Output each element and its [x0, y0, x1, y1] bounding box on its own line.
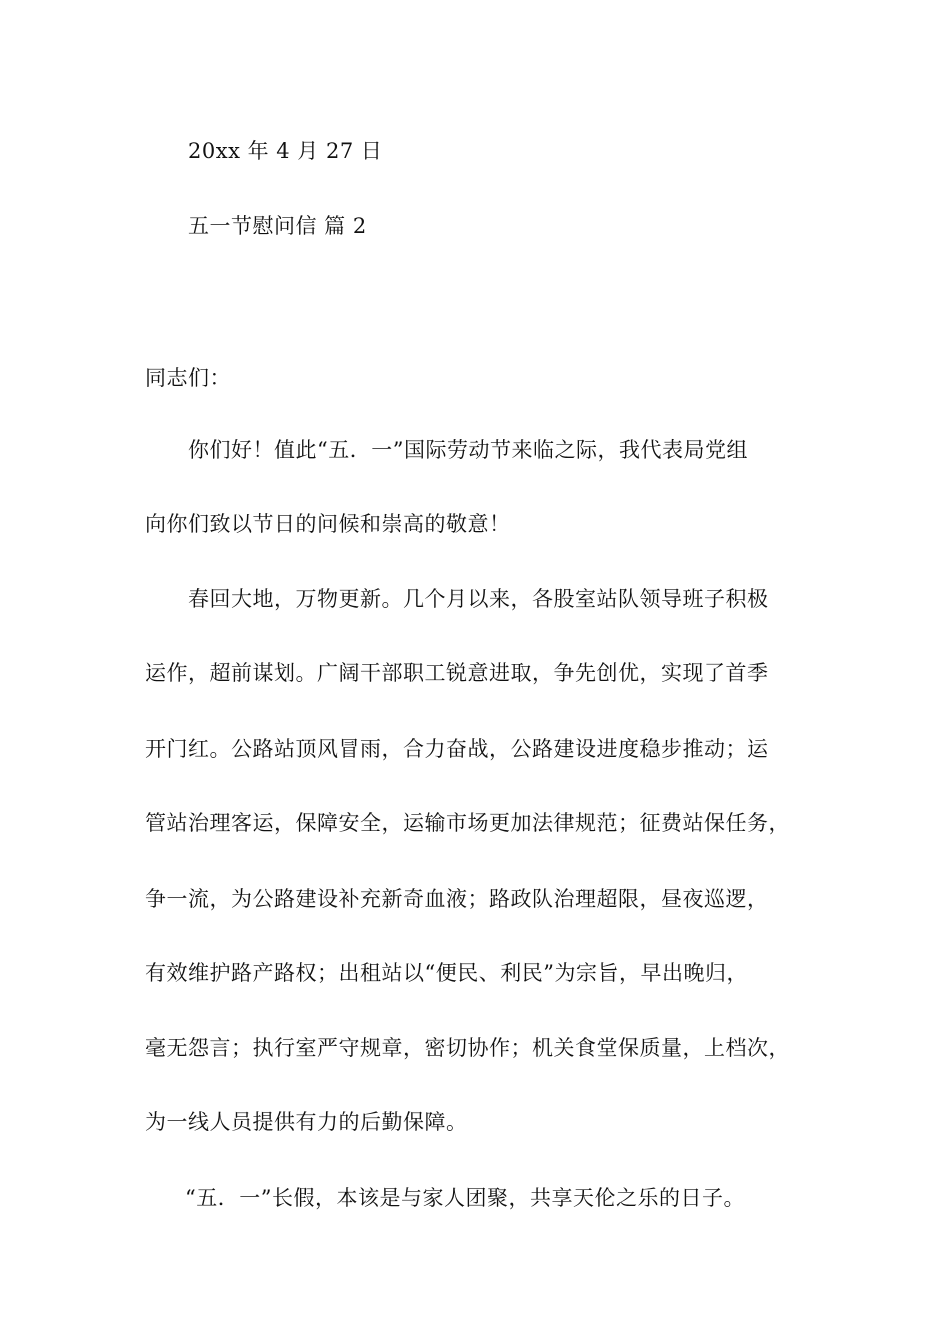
paragraph-line: 你们好！值此“五．一”国际劳动节来临之际，我代表局党组 [188, 438, 748, 462]
paragraph-line: 开门红。公路站顶风冒雨，合力奋战，公路建设进度稳步推动；运 [145, 737, 769, 761]
paragraph-line: 春回大地，万物更新。几个月以来，各股室站队领导班子积极 [188, 587, 769, 611]
paragraph-line: “五．一”长假，本该是与家人团聚，共享天伦之乐的日子。 [185, 1186, 745, 1210]
paragraph-line: 有效维护路产路权；出租站以“便民、利民”为宗旨，早出晚归， [145, 961, 748, 985]
paragraph-line: 管站治理客运，保障安全，运输市场更加法律规范；征费站保任务， [145, 811, 790, 835]
paragraph-line: 向你们致以节日的问候和崇高的敬意！ [145, 512, 511, 536]
letter-title: 五一节慰问信 篇 2 [188, 214, 367, 238]
paragraph-line: 毫无怨言；执行室严守规章，密切协作；机关食堂保质量，上档次， [145, 1036, 790, 1060]
letter-date: 20xx 年 4 月 27 日 [188, 139, 383, 163]
paragraph-line: 为一线人员提供有力的后勤保障。 [145, 1110, 468, 1134]
salutation: 同志们： [145, 366, 231, 390]
paragraph-line: 争一流，为公路建设补充新奇血液；路政队治理超限，昼夜巡逻， [145, 887, 769, 911]
paragraph-line: 运作，超前谋划。广阔干部职工锐意进取，争先创优，实现了首季 [145, 661, 769, 685]
